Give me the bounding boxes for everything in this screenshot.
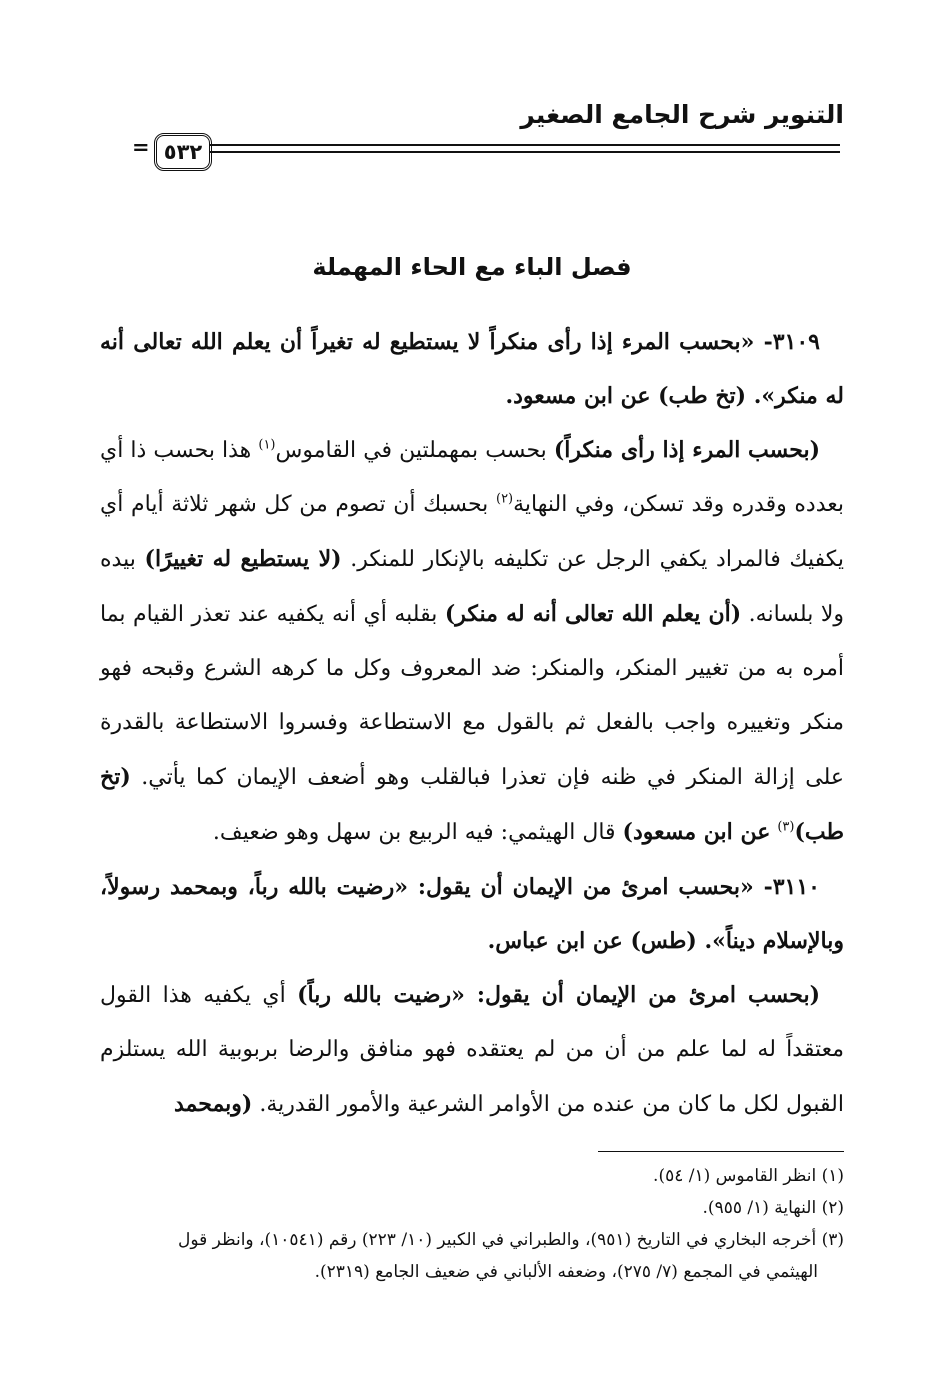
hadith-number: ٣١١٠-: [763, 874, 820, 900]
quoted-phrase: (أن يعلم الله تعالى أنه له منكر): [444, 601, 742, 627]
header-rule-bottom: [210, 151, 840, 153]
footnote-separator: [598, 1151, 844, 1152]
commentary-text: هذا بحسب ذا أي بعدده وقدره وقد تسكن، وفي النهاية: [100, 438, 845, 517]
footnote-2: (٢) النهاية (١/ ٩٥٥).: [702, 1198, 844, 1218]
body-text: [100, 315, 844, 1132]
commentary-text: بيده ولا بلسانه.: [100, 547, 844, 627]
hadith-3110: [100, 860, 844, 968]
commentary-3109: [100, 423, 844, 860]
section-heading: فصل الباء مع الحاء المهملة: [312, 253, 632, 281]
footnote-ref-3: (٣): [777, 819, 795, 835]
header-rule-top: [210, 144, 840, 146]
hadith-number: ٣١٠٩-: [763, 329, 820, 355]
quoted-phrase: (لا يستطيع له تغييرًا): [144, 546, 342, 572]
footnotes: [100, 1160, 844, 1288]
page-number: ٥٣٢: [154, 133, 212, 171]
footnote-3-continued: الهيثمي في المجمع (٧/ ٢٧٥)، وضعفه الألباني في ضعيف الجامع (٢٣١٩).: [314, 1262, 818, 1282]
commentary-text: بحسب بمهملتين في القاموس: [275, 438, 554, 463]
quoted-phrase: (بحسب المرء إذا رأى منكراً): [553, 437, 821, 463]
running-title: التنوير شرح الجامع الصغير: [520, 100, 844, 129]
hadith-text: «بحسب المرء إذا رأى منكراً لا يستطيع له تغيراً أن يعلم الله تعالى أنه له منكر». (تخ طب) عن ابن مسعود.: [100, 329, 844, 409]
commentary-text: قال الهيثمي: فيه الربيع بن سهل وهو ضعيف.: [212, 820, 623, 845]
commentary-text: بحسبك أن تصوم من كل شهر ثلاثة أيام أي يكفيك فالمراد يكفي الرجل عن تكليفه بالإنكار للمنكر.: [100, 492, 844, 572]
narrator: عن ابن مسعود): [622, 819, 771, 845]
quoted-phrase: (بحسب امرئ من الإيمان أن يقول: «رضيت بالله رباً): [297, 982, 821, 1008]
page-number-mark: =: [132, 134, 150, 159]
hadith-text: «بحسب امرئ من الإيمان أن يقول: «رضيت بالله رباً، وبمحمد رسولاً، وبالإسلام ديناً». (طس) عن ابن عباس.: [100, 874, 844, 954]
footnote-ref-2: (٢): [495, 491, 514, 507]
footnote-ref-1: (١): [258, 437, 276, 453]
source-code: (تخ طب): [100, 764, 844, 845]
footnote-1: (١) انظر القاموس (١/ ٥٤).: [653, 1166, 844, 1186]
commentary-3110: [100, 968, 844, 1132]
footnote-3: (٣) أخرجه البخاري في التاريخ (٩٥١)، والطبراني في الكبير (١٠/ ٢٢٣) رقم (١٠٥٤١)، وانظر قول: [177, 1230, 844, 1250]
hadith-3109: [100, 315, 844, 423]
quoted-phrase: (وبمحمد: [174, 1091, 253, 1117]
commentary-text: بقلبه أي أنه يكفيه عند تعذر القيام بما أمره به من تغيير المنكر، والمنكر: ضد المعروف وكل ما كرهه الشرع وقبحه فهو منكر وتغييره واجب بالفعل ثم بالقول مع الاستطاعة وفسروا الاستطاعة بالقدرة على إزالة المنكر في ظنه فإن تعذرا فبالقلب وهو أضعف الإيمان كما يأتي.: [100, 602, 844, 790]
commentary-text: أي يكفيه هذا القول معتقداً له لما علم من أن من لم يعتقده فهو منافق والرضا بربوبية الله يستلزم القبول لكل ما كان من عنده من الأوامر الشرعية والأمور القدرية.: [100, 983, 844, 1117]
